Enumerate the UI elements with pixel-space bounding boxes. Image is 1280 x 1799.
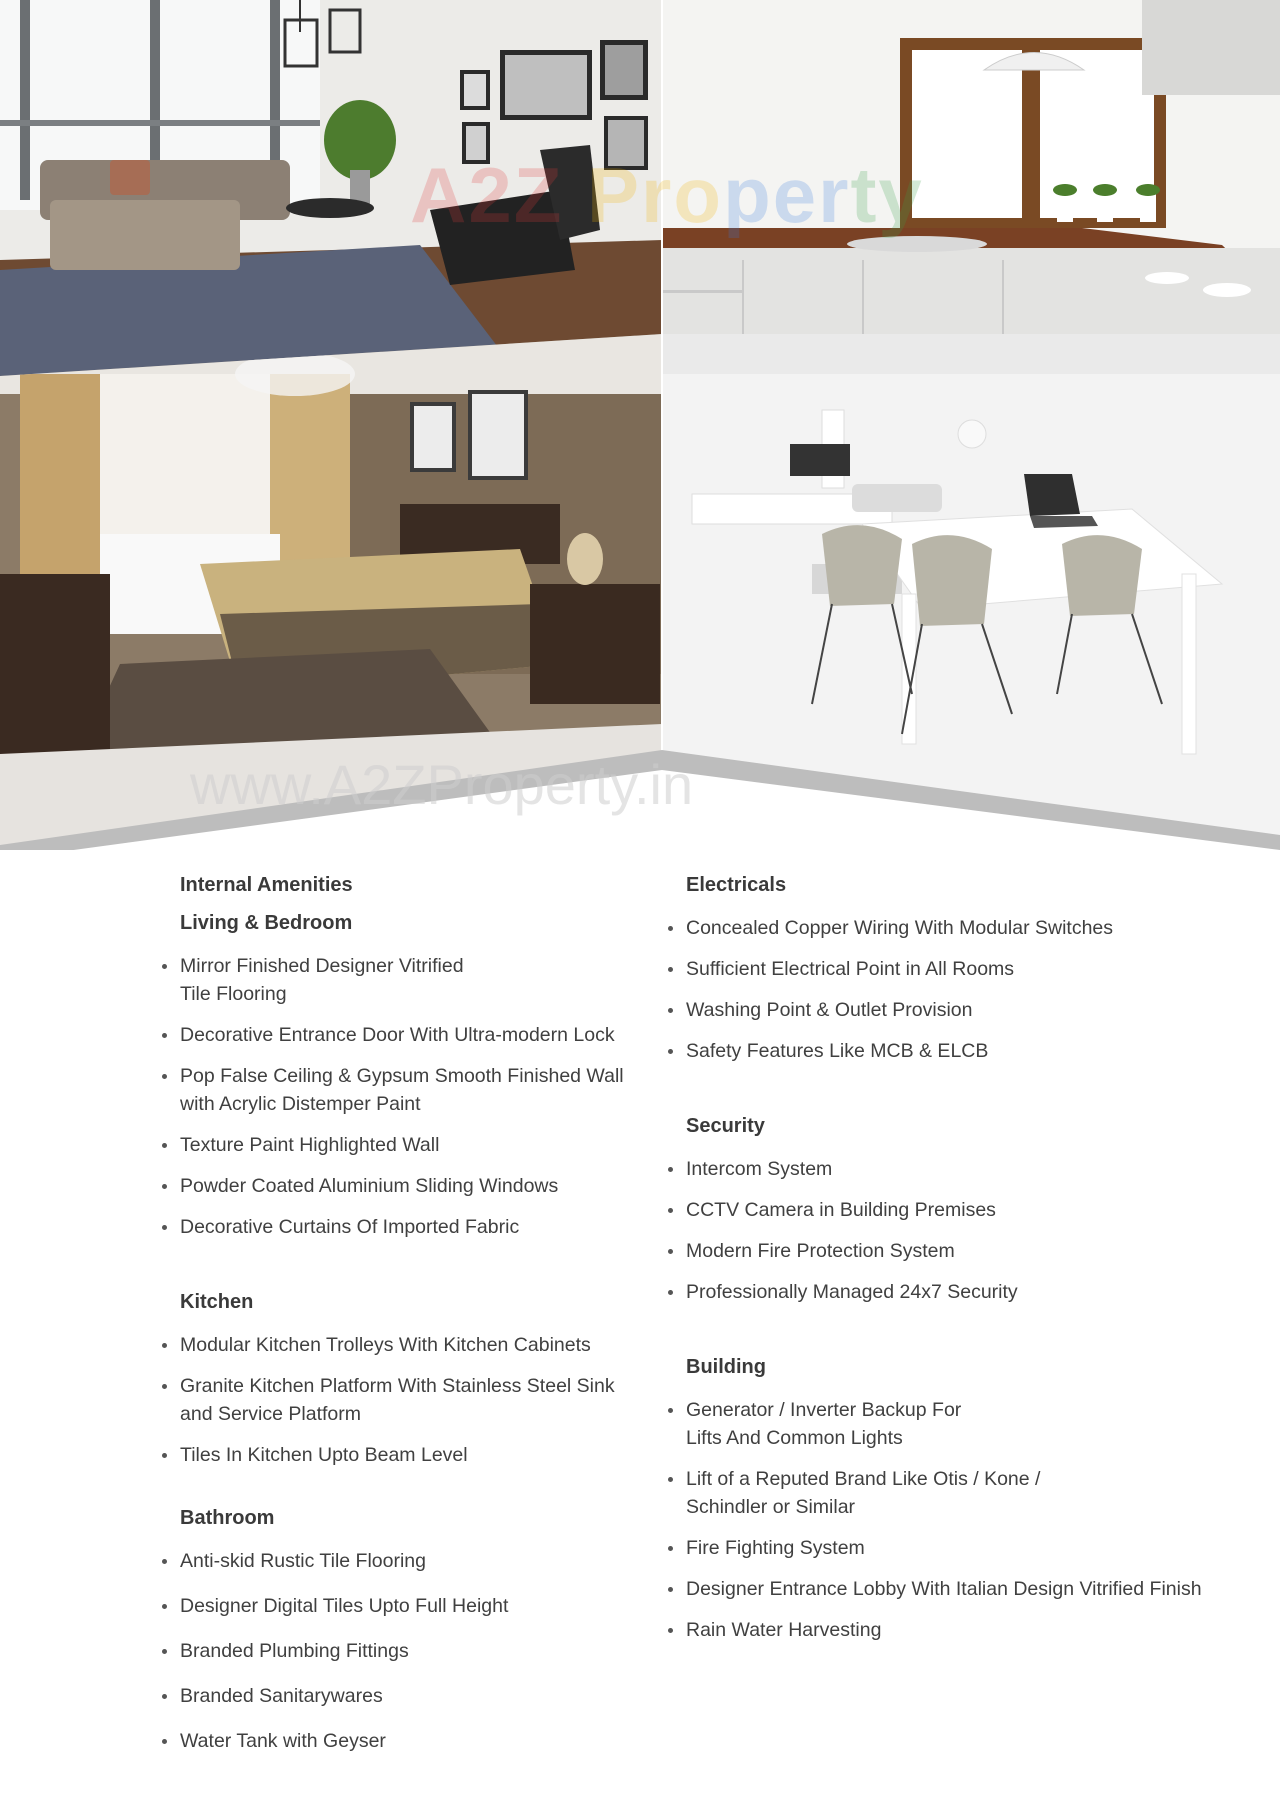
internal-amenities-title: Internal Amenities	[180, 874, 353, 896]
electricals-section	[668, 872, 1228, 1065]
section-heading: Security	[686, 1115, 765, 1137]
section-heading: Bathroom	[180, 1507, 275, 1529]
list-item: Granite Kitchen Platform With Stainless Steel Sink and Service Platform	[162, 1372, 642, 1428]
amenity-list	[668, 1396, 1228, 1644]
amenity-list	[162, 1331, 642, 1469]
list-item: Concealed Copper Wiring With Modular Switches	[668, 914, 1228, 942]
section-heading: Electricals	[686, 874, 787, 896]
amenity-list	[668, 1155, 1228, 1306]
list-item: Fire Fighting System	[668, 1534, 1228, 1562]
list-item: CCTV Camera in Building Premises	[668, 1196, 1228, 1224]
list-item: Decorative Entrance Door With Ultra-modern Lock	[162, 1021, 642, 1049]
list-item: Lift of a Reputed Brand Like Otis / Kone / Schindler or Similar	[668, 1465, 1228, 1521]
list-item: Tiles In Kitchen Upto Beam Level	[162, 1441, 642, 1469]
list-item: Decorative Curtains Of Imported Fabric	[162, 1213, 642, 1241]
list-item: Modular Kitchen Trolleys With Kitchen Cabinets	[162, 1331, 642, 1359]
section-heading: Kitchen	[180, 1291, 254, 1313]
list-item: Mirror Finished Designer Vitrified Tile Flooring	[162, 952, 642, 1008]
amenity-list	[668, 914, 1228, 1065]
list-item: Texture Paint Highlighted Wall	[162, 1131, 642, 1159]
list-item: Water Tank with Geyser	[162, 1727, 642, 1755]
list-item: Professionally Managed 24x7 Security	[668, 1278, 1228, 1306]
list-item: Generator / Inverter Backup For Lifts And Common Lights	[668, 1396, 1228, 1452]
section-heading: Living & Bedroom	[180, 912, 353, 934]
photo-divider	[661, 0, 663, 760]
list-item: Branded Sanitarywares	[162, 1682, 642, 1710]
list-item: Sufficient Electrical Point in All Rooms	[668, 955, 1228, 983]
watermark-logo: A2Z Property	[410, 151, 924, 239]
list-item: Safety Features Like MCB & ELCB	[668, 1037, 1228, 1065]
list-item: Branded Plumbing Fittings	[162, 1637, 642, 1665]
list-item: Designer Digital Tiles Upto Full Height	[162, 1592, 642, 1620]
photo-collage	[0, 0, 1280, 850]
amenity-list	[162, 952, 642, 1241]
section-heading: Building	[686, 1356, 766, 1378]
list-item: Modern Fire Protection System	[668, 1237, 1228, 1265]
building-section	[668, 1354, 1228, 1644]
right-column	[668, 872, 1228, 1688]
list-item: Powder Coated Aluminium Sliding Windows	[162, 1172, 642, 1200]
list-item: Pop False Ceiling & Gypsum Smooth Finished Wall with Acrylic Distemper Paint	[162, 1062, 642, 1118]
list-item: Designer Entrance Lobby With Italian Design Vitrified Finish	[668, 1575, 1228, 1603]
list-item: Intercom System	[668, 1155, 1228, 1183]
security-section	[668, 1113, 1228, 1306]
kitchen-section	[162, 1289, 642, 1469]
left-column	[162, 872, 642, 1799]
watermark-url: www.A2ZProperty.in	[190, 753, 694, 816]
living-bedroom-section	[162, 910, 642, 1241]
list-item: Anti-skid Rustic Tile Flooring	[162, 1547, 642, 1575]
amenity-list	[162, 1547, 642, 1755]
bathroom-section	[162, 1505, 642, 1755]
list-item: Washing Point & Outlet Provision	[668, 996, 1228, 1024]
list-item: Rain Water Harvesting	[668, 1616, 1228, 1644]
